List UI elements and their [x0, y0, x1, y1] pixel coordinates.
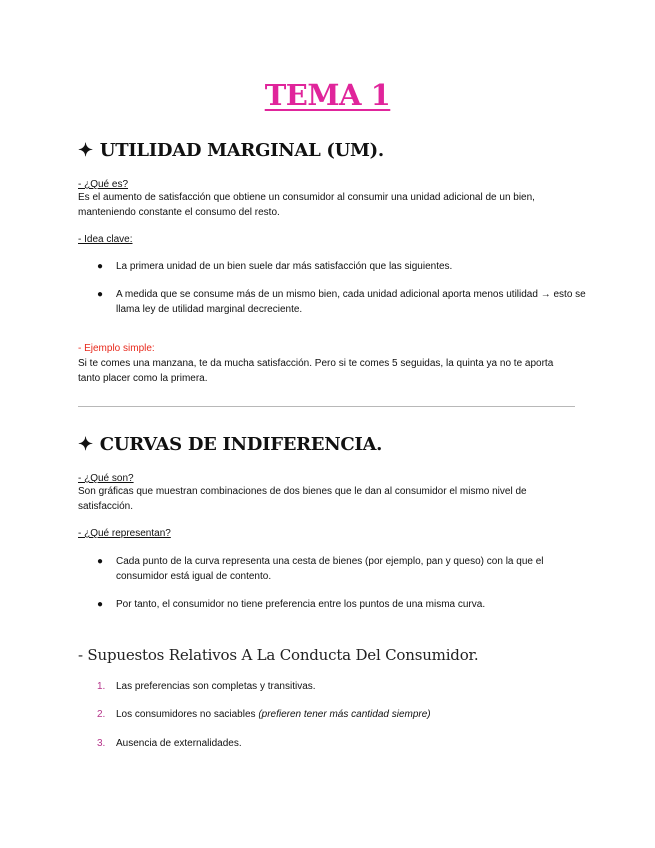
list-item: A medida que se consume más de un mismo bien, cada unidad adicional aporta menos utilidad → esto se llama ley de utilidad marginal decreciente. — [116, 289, 586, 315]
list-item-text: Los consumidores no saciables — [116, 709, 259, 720]
list-item — [116, 679, 586, 694]
section-heading-text: CURVAS DE INDIFERENCIA. — [99, 434, 383, 455]
list-item-note: (prefieren tener más cantidad siempre) — [258, 709, 431, 720]
star-icon: ✦ — [78, 140, 93, 161]
list-number: 2. — [97, 709, 106, 720]
bullet-icon: ● — [97, 599, 104, 610]
paragraph-definicion-curvas: Son gráficas que muestran combinaciones de dos bienes que le dan al consumidor el mismo nivel de satisfacción. — [78, 486, 527, 512]
label-que-son: - ¿Qué son? — [78, 473, 134, 484]
list-item: Por tanto, el consumidor no tiene preferencia entre los puntos de una misma curva. — [116, 599, 486, 610]
list-number: 3. — [97, 738, 106, 749]
paragraph-definicion-um: Es el aumento de satisfacción que obtiene un consumidor al consumir una unidad adicional de un bien, manteniendo constante el consumo del resto. — [78, 192, 535, 218]
label-idea-clave: - Idea clave: — [78, 234, 133, 245]
list-item-text: Las preferencias son completas y transitivas. — [116, 681, 316, 692]
section-heading-text: UTILIDAD MARGINAL (UM). — [99, 140, 384, 161]
paragraph-ejemplo: Si te comes una manzana, te da mucha satisfacción. Pero si te comes 5 seguidas, la quinta ya no te aporta tanto placer como la primera. — [78, 358, 554, 384]
page-title: TEMA 1 — [264, 78, 391, 112]
bullet-icon: ● — [97, 261, 104, 272]
list-item-text: Ausencia de externalidades. — [116, 738, 242, 749]
list-item — [116, 736, 586, 751]
bullet-icon: ● — [97, 556, 104, 567]
label-que-es: - ¿Qué es? — [78, 179, 129, 190]
bullet-icon: ● — [97, 289, 104, 300]
section-heading-curvas-indiferencia — [78, 434, 382, 455]
list-item: Cada punto de la curva representa una cesta de bienes (por ejemplo, pan y queso) con la que el consumidor está igual de contento. — [116, 556, 544, 582]
section-divider — [78, 406, 575, 407]
list-item — [116, 707, 586, 722]
section-heading-supuestos: - Supuestos Relativos A La Conducta Del Consumidor. — [78, 646, 479, 664]
label-que-representan: - ¿Qué representan? — [78, 528, 171, 539]
section-heading-utilidad-marginal — [78, 140, 384, 161]
label-ejemplo-simple: - Ejemplo simple: — [78, 343, 155, 354]
list-item: La primera unidad de un bien suele dar más satisfacción que las siguientes. — [116, 261, 453, 272]
star-icon: ✦ — [78, 434, 93, 455]
list-number: 1. — [97, 681, 106, 692]
